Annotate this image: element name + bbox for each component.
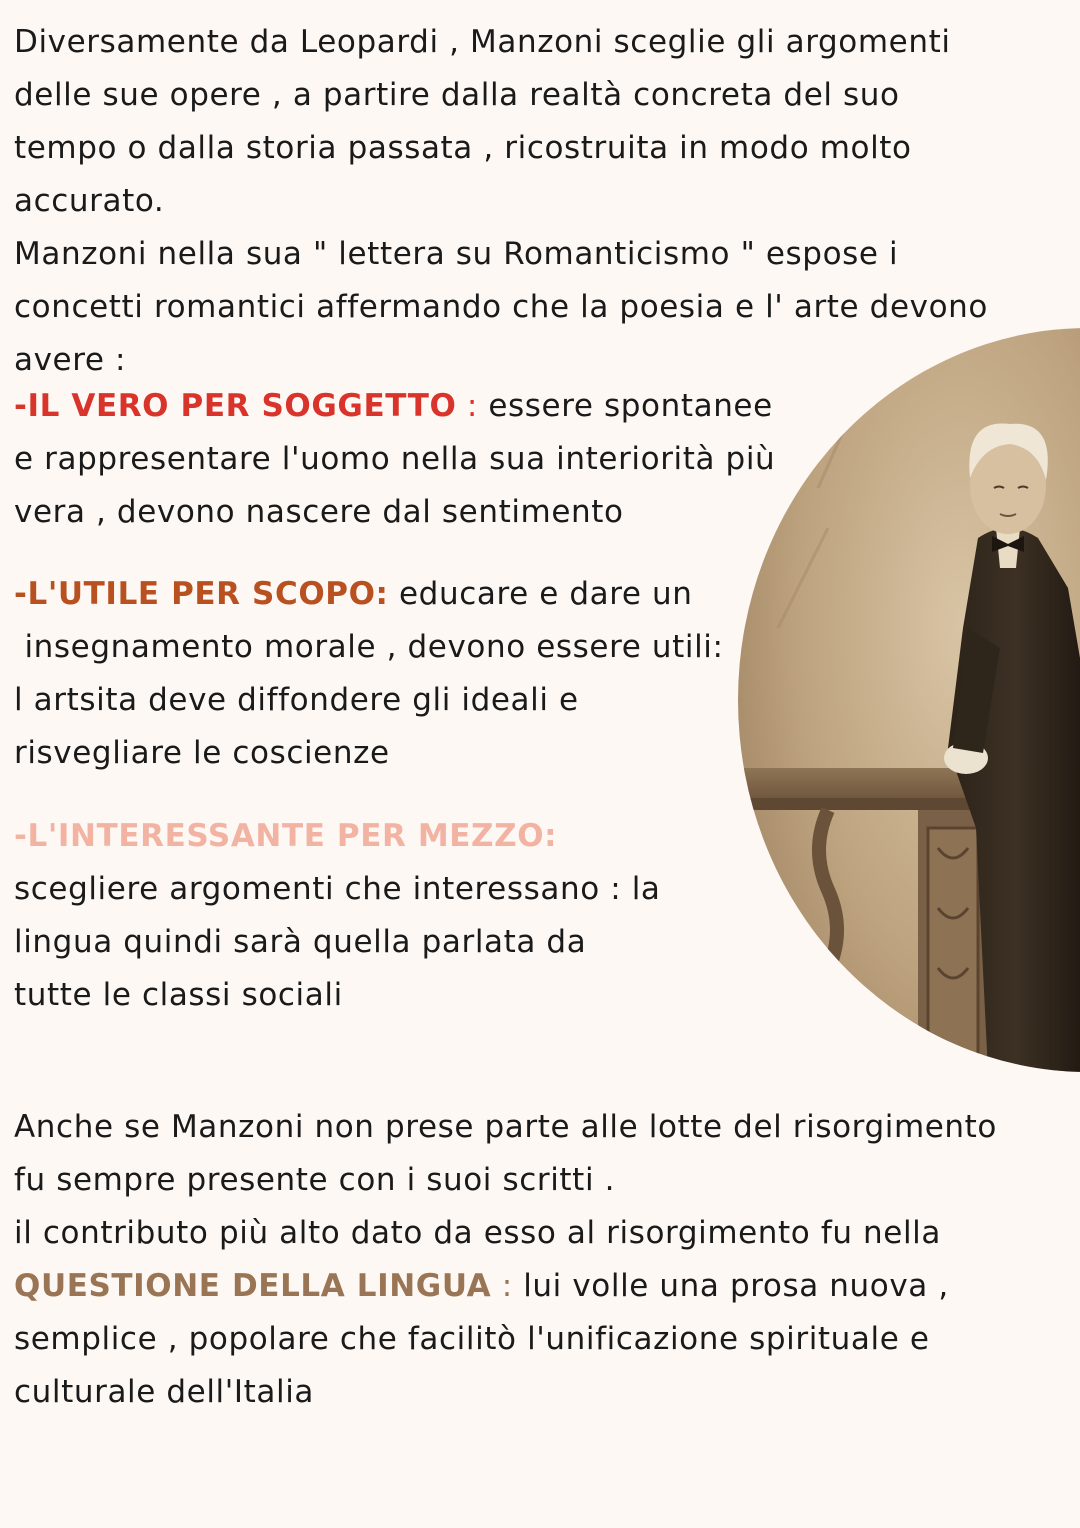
intro-line: concetti romantici affermando che la poesia e l' arte devono bbox=[14, 289, 988, 325]
intro-line: delle sue opere , a partire dalla realtà concreta del suo bbox=[14, 77, 900, 113]
point-vero-line: e rappresentare l'uomo nella sua interiorità più bbox=[14, 441, 776, 477]
point-utile-line: l artsita deve diffondere gli ideali e bbox=[14, 682, 579, 718]
point-utile-heading: -L'UTILE PER SCOPO: bbox=[14, 576, 389, 612]
portrait-photo-icon bbox=[738, 328, 1080, 1072]
lingua-highlight: QUESTIONE DELLA LINGUA bbox=[14, 1268, 492, 1304]
point-interessante-heading: -L'INTERESSANTE PER MEZZO: bbox=[14, 818, 558, 854]
intro-line: tempo o dalla storia passata , ricostruita in modo molto bbox=[14, 130, 912, 166]
point-utile-first-line bbox=[14, 568, 724, 621]
point-utile-line: risvegliare le coscienze bbox=[14, 735, 390, 771]
point-vero-first-text: essere spontanee bbox=[488, 388, 773, 424]
outro-highlight-line bbox=[14, 1260, 997, 1313]
intro-line: Manzoni nella sua " lettera su Romanticismo " espose i bbox=[14, 236, 899, 272]
point-vero-line: vera , devono nascere dal sentimento bbox=[14, 494, 624, 530]
outro-line: il contributo più alto dato da esso al risorgimento fu nella bbox=[14, 1215, 941, 1251]
point-vero bbox=[14, 380, 775, 539]
outro-line: fu sempre presente con i suoi scritti . bbox=[14, 1162, 616, 1198]
point-interessante-line: lingua quindi sarà quella parlata da bbox=[14, 924, 587, 960]
intro-line: avere : bbox=[14, 342, 127, 378]
portrait-illustration bbox=[738, 328, 1080, 1072]
point-vero-separator: : bbox=[456, 388, 489, 424]
outro-paragraph bbox=[14, 1101, 997, 1419]
point-utile-line: insegnamento morale , devono essere utili: bbox=[14, 629, 724, 665]
lingua-highlight-separator: : bbox=[491, 1268, 524, 1304]
outro-line: Anche se Manzoni non prese parte alle lotte del risorgimento bbox=[14, 1109, 997, 1145]
point-vero-first-line bbox=[14, 380, 775, 433]
intro-line: Diversamente da Leopardi , Manzoni sceglie gli argomenti bbox=[14, 24, 951, 60]
outro-line: culturale dell'Italia bbox=[14, 1374, 315, 1410]
point-interessante bbox=[14, 810, 661, 1022]
outro-line: semplice , popolare che facilitò l'unificazione spirituale e bbox=[14, 1321, 930, 1357]
point-interessante-line: tutte le classi sociali bbox=[14, 977, 343, 1013]
point-vero-heading: -IL VERO PER SOGGETTO bbox=[14, 388, 457, 424]
intro-line: accurato. bbox=[14, 183, 165, 219]
point-utile-first-text: educare e dare un bbox=[388, 576, 693, 612]
point-utile bbox=[14, 568, 724, 780]
lingua-highlight-text: lui volle una prosa nuova , bbox=[523, 1268, 949, 1304]
point-interessante-line: scegliere argomenti che interessano : la bbox=[14, 871, 661, 907]
